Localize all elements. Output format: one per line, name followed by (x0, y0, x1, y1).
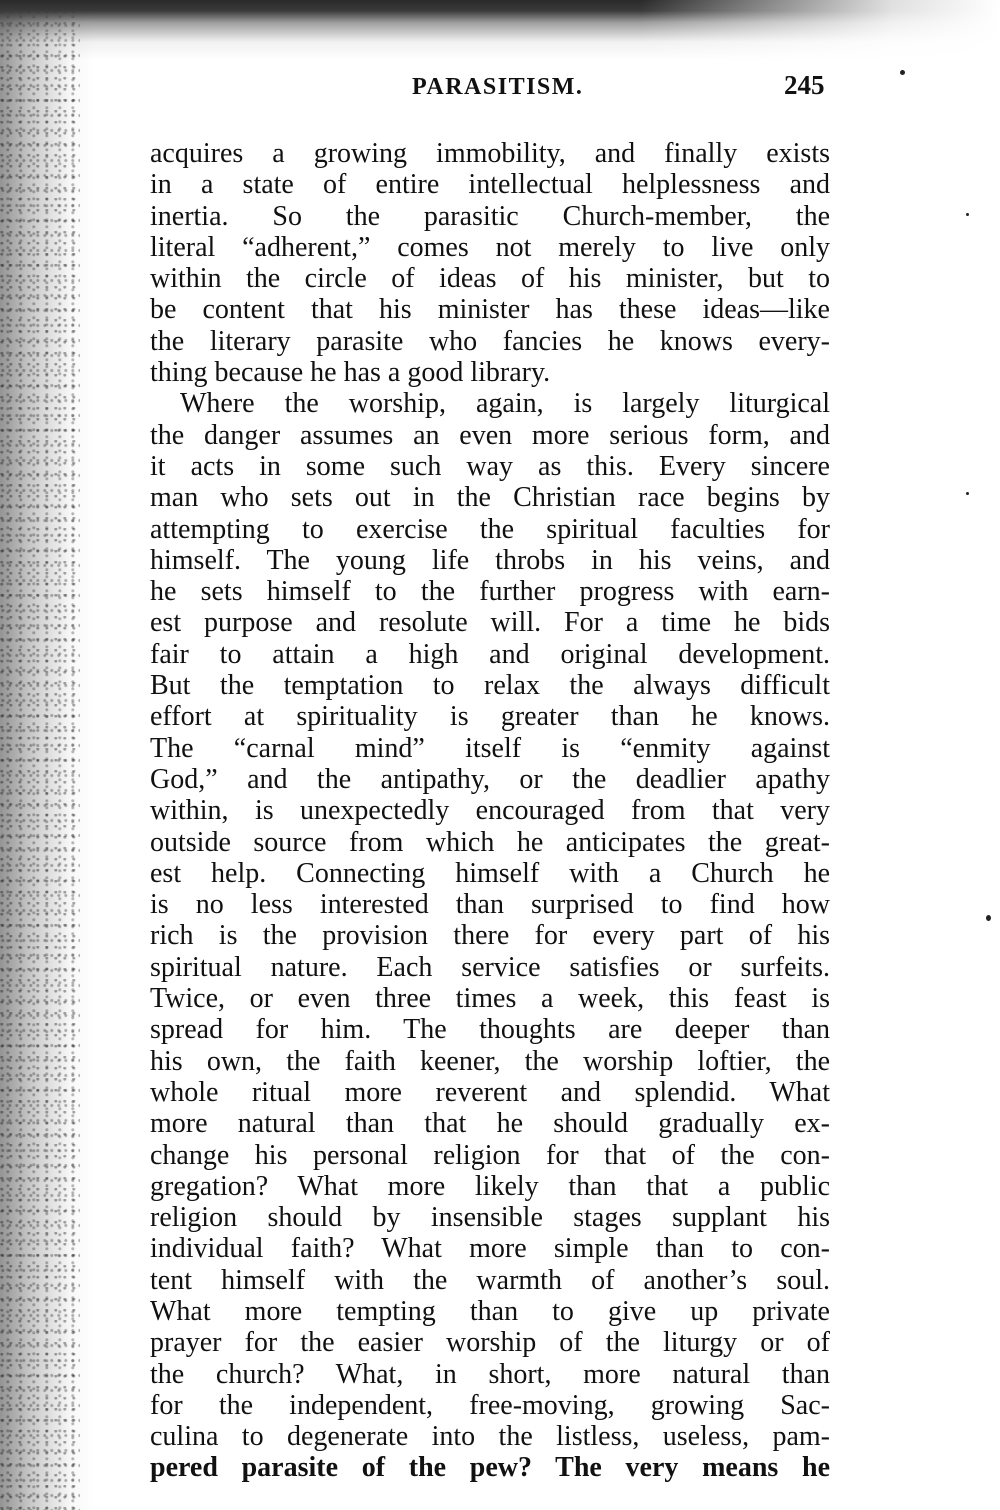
ink-speck (900, 70, 905, 75)
text-line: est help. Connecting himself with a Church he (150, 857, 830, 889)
text-line: be content that his minister has these ideas—like (150, 294, 830, 326)
text-line: man who sets out in the Christian race begins by (150, 482, 830, 514)
ink-speck (966, 492, 969, 495)
text-line: tent himself with the warmth of another’s soul. (150, 1264, 830, 1296)
text-line: spiritual nature. Each service satisfies or surfeits. (150, 951, 830, 983)
text-line: more natural than that he should gradually ex- (150, 1108, 830, 1140)
text-line: spread for him. The thoughts are deeper than (150, 1014, 830, 1046)
text-line: Twice, or even three times a week, this feast is (150, 983, 830, 1015)
text-line: fair to attain a high and original development. (150, 638, 830, 670)
text-line: acquires a growing immobility, and finally exists (150, 138, 830, 169)
text-line: rich is the provision there for every part of his (150, 920, 830, 952)
text-line: religion should by insensible stages supplant his (150, 1202, 830, 1234)
ink-speck (966, 213, 969, 216)
ink-speck (986, 915, 991, 921)
text-line: prayer for the easier worship of the liturgy or of (150, 1327, 830, 1359)
text-line: the literary parasite who fancies he knows every- (150, 325, 830, 357)
text-line: change his personal religion for that of the con- (150, 1139, 830, 1171)
text-line: himself. The young life throbs in his veins, and (150, 544, 830, 576)
body-text (150, 138, 830, 1484)
text-line: effort at spirituality is greater than he knows. (150, 701, 830, 733)
text-line: is no less interested than surprised to find how (150, 889, 830, 921)
text-line: God,” and the antipathy, or the deadlier apathy (150, 763, 830, 795)
text-line: outside source from which he anticipates the great- (150, 826, 830, 858)
text-line: the church? What, in short, more natural than (150, 1358, 830, 1390)
text-line: whole ritual more reverent and splendid. What (150, 1076, 830, 1108)
text-line: it acts in some such way as this. Every sincere (150, 450, 830, 482)
text-line: individual faith? What more simple than to con- (150, 1233, 830, 1265)
text-line: within, is unexpectedly encouraged from that very (150, 795, 830, 827)
text-line: attempting to exercise the spiritual faculties for (150, 513, 830, 545)
running-head: PARASITISM. (412, 74, 584, 100)
text-line: est purpose and resolute will. For a time he bids (150, 607, 830, 639)
text-line: culina to degenerate into the listless, useless, pam- (150, 1421, 830, 1453)
text-line: pered parasite of the pew? The very means he (150, 1452, 830, 1484)
text-line: in a state of entire intellectual helplessness and (150, 169, 830, 201)
text-line: for the independent, free-moving, growing Sac- (150, 1389, 830, 1421)
text-line: thing because he has a good library. (150, 357, 551, 389)
text-line: inertia. So the parasitic Church-member, the (150, 200, 830, 232)
page-number: 245 (784, 70, 825, 100)
text-line: But the temptation to relax the always difficult (150, 670, 830, 702)
text-line: he sets himself to the further progress with earn- (150, 576, 830, 608)
scan-left-edge-speckle (0, 0, 80, 1510)
text-line: gregation? What more likely than that a public (150, 1170, 830, 1202)
scan-top-edge-fade (640, 0, 1000, 60)
text-line: his own, the faith keener, the worship loftier, the (150, 1045, 830, 1077)
text-line: the danger assumes an even more serious form, and (150, 419, 830, 451)
text-line: What more tempting than to give up private (150, 1295, 830, 1327)
text-line: Where the worship, again, is largely liturgical (180, 388, 830, 420)
text-line: The “carnal mind” itself is “enmity against (150, 732, 830, 764)
text-line: within the circle of ideas of his minister, but to (150, 263, 830, 295)
text-line: literal “adherent,” comes not merely to live only (150, 231, 830, 263)
